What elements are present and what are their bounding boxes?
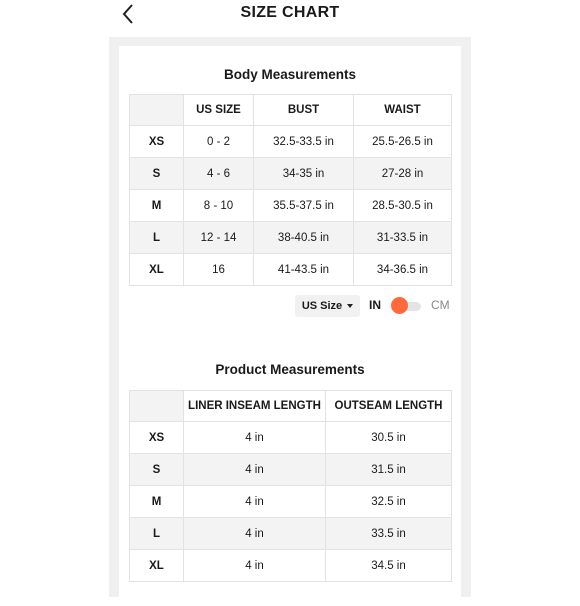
size-cell: L xyxy=(130,518,184,550)
table-cell: 0 - 2 xyxy=(184,126,254,158)
table-row xyxy=(130,454,452,486)
table-cell: 34-36.5 in xyxy=(354,254,452,286)
table-cell: 28.5-30.5 in xyxy=(354,190,452,222)
table-cell: 33.5 in xyxy=(326,518,452,550)
table-cell: 32.5 in xyxy=(326,486,452,518)
table-row xyxy=(130,550,452,582)
table-cell: 34.5 in xyxy=(326,550,452,582)
table-cell: 30.5 in xyxy=(326,422,452,454)
table-cell: 4 in xyxy=(184,550,326,582)
size-cell: XL xyxy=(130,550,184,582)
table-row xyxy=(130,422,452,454)
table-cell: 38-40.5 in xyxy=(254,222,354,254)
table-cell: 32.5-33.5 in xyxy=(254,126,354,158)
unit-toggle[interactable] xyxy=(391,299,421,313)
column-header: WAIST xyxy=(354,95,452,126)
table-cell: 4 - 6 xyxy=(184,158,254,190)
size-cell: XL xyxy=(130,254,184,286)
product-measurements-title: Product Measurements xyxy=(215,362,365,377)
unit-cm-label[interactable]: CM xyxy=(431,298,450,312)
body-measurements-table xyxy=(129,94,452,286)
table-cell: 4 in xyxy=(184,422,326,454)
product-measurements-table xyxy=(129,390,452,582)
column-header: BUST xyxy=(254,95,354,126)
body-measurements-title: Body Measurements xyxy=(223,67,357,82)
table-row xyxy=(130,126,452,158)
table-cell: 31-33.5 in xyxy=(354,222,452,254)
table-row xyxy=(130,222,452,254)
caret-down-icon xyxy=(347,304,353,308)
column-header: US SIZE xyxy=(184,95,254,126)
header-bar xyxy=(0,0,580,28)
toggle-knob xyxy=(391,297,408,314)
table-cell: 8 - 10 xyxy=(184,190,254,222)
column-header: OUTSEAM LENGTH xyxy=(326,391,452,422)
table-cell: 4 in xyxy=(184,518,326,550)
size-chart-card xyxy=(119,46,461,606)
table-row xyxy=(130,158,452,190)
table-cell: 4 in xyxy=(184,486,326,518)
size-cell: M xyxy=(130,190,184,222)
column-header xyxy=(130,95,184,126)
page-title: SIZE CHART xyxy=(240,4,340,21)
table-cell: 25.5-26.5 in xyxy=(354,126,452,158)
table-cell: 35.5-37.5 in xyxy=(254,190,354,222)
size-cell: M xyxy=(130,486,184,518)
table-cell: 12 - 14 xyxy=(184,222,254,254)
table-header-row xyxy=(130,391,452,422)
table-header-row xyxy=(130,95,452,126)
table-cell: 27-28 in xyxy=(354,158,452,190)
table-cell: 34-35 in xyxy=(254,158,354,190)
unit-in-label[interactable]: IN xyxy=(369,298,381,312)
table-row xyxy=(130,518,452,550)
table-cell: 41-43.5 in xyxy=(254,254,354,286)
table-row xyxy=(130,190,452,222)
table-cell: 31.5 in xyxy=(326,454,452,486)
table-cell: 16 xyxy=(184,254,254,286)
table-row xyxy=(130,254,452,286)
size-cell: S xyxy=(130,454,184,486)
size-system-dropdown[interactable] xyxy=(295,295,360,317)
size-cell: L xyxy=(130,222,184,254)
size-cell: XS xyxy=(130,126,184,158)
size-chart-panel xyxy=(109,37,471,597)
size-cell: XS xyxy=(130,422,184,454)
size-cell: S xyxy=(130,158,184,190)
size-system-value: US Size xyxy=(301,300,343,312)
table-cell: 4 in xyxy=(184,454,326,486)
column-header: LINER INSEAM LENGTH xyxy=(184,391,326,422)
column-header xyxy=(130,391,184,422)
table-row xyxy=(130,486,452,518)
unit-controls xyxy=(119,295,461,319)
